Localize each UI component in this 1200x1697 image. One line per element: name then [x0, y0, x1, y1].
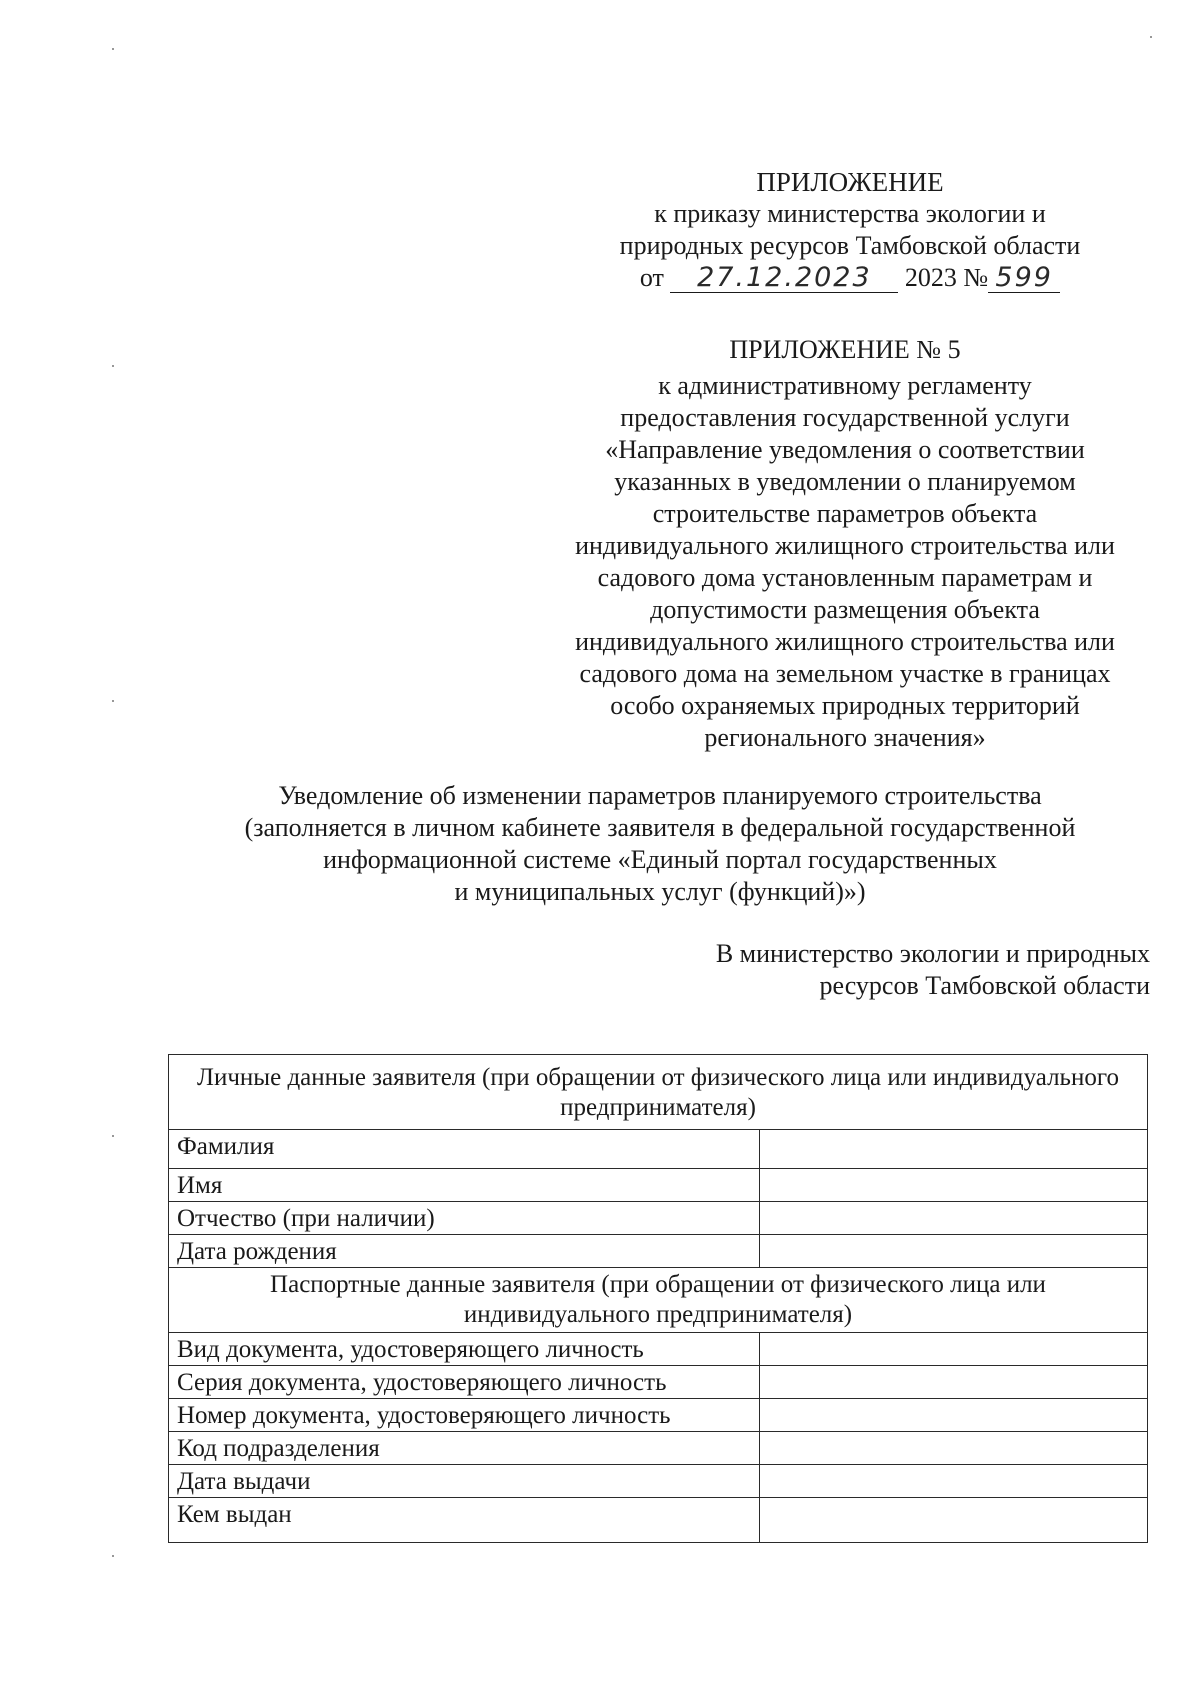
scan-speck [112, 1135, 114, 1137]
notice-line: Уведомление об изменении параметров планируемого строительства [278, 781, 1042, 810]
field-label-document-number: Номер документа, удостоверяющего личность [169, 1399, 760, 1432]
addressee [716, 938, 1150, 1002]
field-value-issued-by[interactable] [760, 1498, 1148, 1543]
annex5-line: садового дома установленным параметрам и [597, 563, 1093, 592]
handwritten-order-number: 599 [988, 264, 1060, 293]
field-value-surname[interactable] [760, 1130, 1148, 1169]
table-row [169, 1366, 1148, 1399]
field-value-issue-date[interactable] [760, 1465, 1148, 1498]
notice-line: и муниципальных услуг (функций)») [454, 877, 866, 906]
passport-data-header: Паспортные данные заявителя (при обращении от физического лица или индивидуального предпринимателя) [169, 1268, 1148, 1333]
scan-speck [112, 48, 114, 50]
table-row [169, 1333, 1148, 1366]
section-header-row [169, 1055, 1148, 1130]
notice-line: (заполняется в личном кабинете заявителя в федеральной государственной [244, 813, 1076, 842]
field-value-division-code[interactable] [760, 1432, 1148, 1465]
field-label-surname: Фамилия [169, 1130, 760, 1169]
annex-line-2: природных ресурсов Тамбовской области [619, 231, 1081, 260]
table-row [169, 1235, 1148, 1268]
field-label-division-code: Код подразделения [169, 1432, 760, 1465]
personal-data-header: Личные данные заявителя (при обращении от физического лица или индивидуального предпринимателя) [169, 1055, 1148, 1130]
annex5-line: садового дома на земельном участке в границах [579, 659, 1111, 688]
field-label-issue-date: Дата выдачи [169, 1465, 760, 1498]
field-value-document-type[interactable] [760, 1333, 1148, 1366]
table-row [169, 1498, 1148, 1543]
table-row [169, 1169, 1148, 1202]
annex-line-1: к приказу министерства экологии и [654, 199, 1046, 228]
field-value-document-series[interactable] [760, 1366, 1148, 1399]
order-date-line [560, 262, 1140, 294]
field-value-document-number[interactable] [760, 1399, 1148, 1432]
addressee-line: В министерство экологии и природных [715, 939, 1150, 968]
annex-title: ПРИЛОЖЕНИЕ [756, 167, 944, 197]
scan-speck [1150, 36, 1152, 38]
applicant-form-table [168, 1054, 1148, 1543]
notice-title [180, 780, 1140, 908]
annex5-line: указанных в уведомлении о планируемом [614, 467, 1076, 496]
scan-speck [112, 1555, 114, 1557]
annex5-line: допустимости размещения объекта [650, 595, 1040, 624]
section-header-row [169, 1268, 1148, 1333]
annex5-line: предоставления государственной услуги [620, 403, 1070, 432]
table-row [169, 1465, 1148, 1498]
annex5-title: ПРИЛОЖЕНИЕ № 5 [729, 335, 961, 364]
field-label-patronymic: Отчество (при наличии) [169, 1202, 760, 1235]
field-value-patronymic[interactable] [760, 1202, 1148, 1235]
annex5-line: регионального значения» [704, 723, 986, 752]
scan-speck [112, 700, 114, 702]
field-label-document-series: Серия документа, удостоверяющего личность [169, 1366, 760, 1399]
table-row [169, 1432, 1148, 1465]
date-prefix: от [639, 263, 664, 292]
annex5-line: строительстве параметров объекта [652, 499, 1038, 528]
annex5-line: индивидуального жилищного строительства или [575, 531, 1115, 560]
field-label-name: Имя [169, 1169, 760, 1202]
field-label-document-type: Вид документа, удостоверяющего личность [169, 1333, 760, 1366]
table-row [169, 1130, 1148, 1169]
addressee-line: ресурсов Тамбовской области [819, 971, 1150, 1000]
table-row [169, 1202, 1148, 1235]
field-label-issued-by: Кем выдан [169, 1498, 760, 1543]
annex5-line: особо охраняемых природных территорий [610, 691, 1080, 720]
annex5-line: «Направление уведомления о соответствии [605, 435, 1085, 464]
field-label-birth-date: Дата рождения [169, 1235, 760, 1268]
annex5-header [540, 334, 1150, 754]
handwritten-date: 27.12.2023 [670, 264, 898, 293]
year-printed: 2023 № [904, 263, 989, 292]
field-value-name[interactable] [760, 1169, 1148, 1202]
annex5-line: к административному регламенту [658, 371, 1032, 400]
notice-line: информационной системе «Единый портал государственных [323, 845, 997, 874]
annex5-line: индивидуального жилищного строительства или [575, 627, 1115, 656]
scan-speck [112, 365, 114, 367]
annex-header [560, 166, 1140, 294]
field-value-birth-date[interactable] [760, 1235, 1148, 1268]
table-row [169, 1399, 1148, 1432]
